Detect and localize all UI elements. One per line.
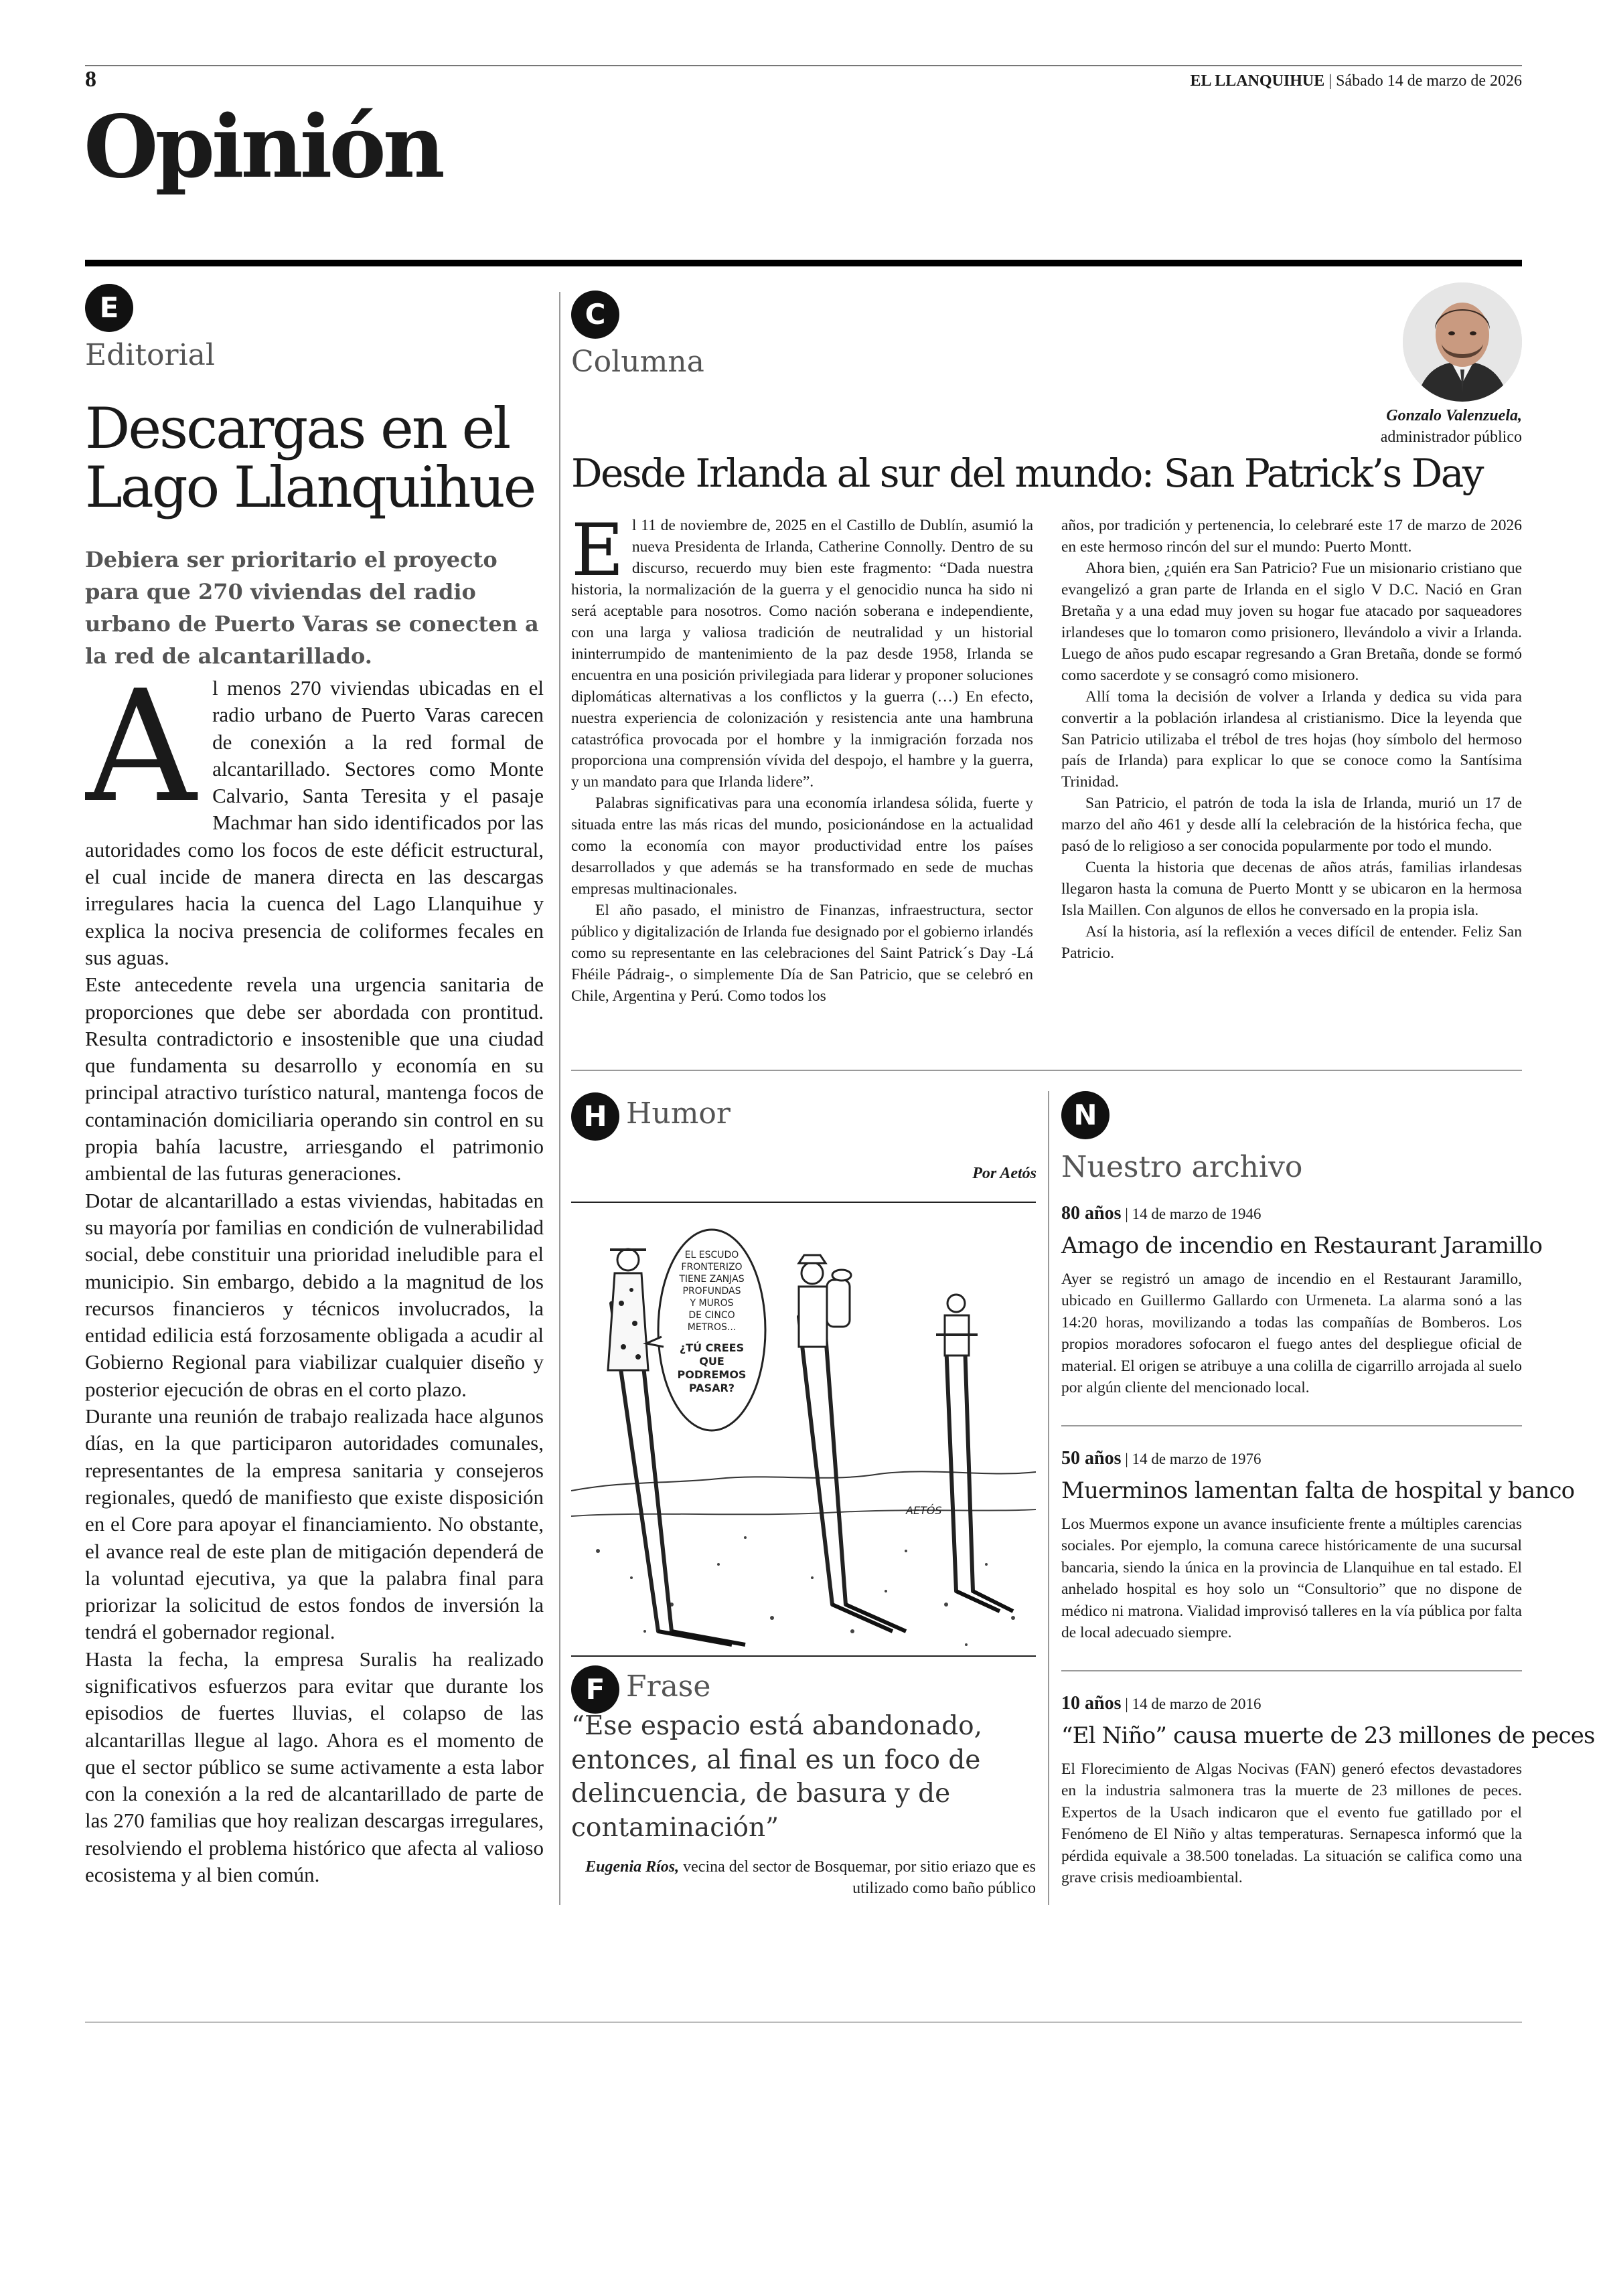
frase-badge: F	[571, 1665, 619, 1714]
archive-date: 14 de marzo de 1976	[1132, 1451, 1261, 1467]
column-paragraph: Ahora bien, ¿quién era San Patricio? Fue un misionario cristiano que evangelizó a gran parte de Irlanda en el siglo V D.C. Nació en Gran Bretaña y a una edad muy joven su hogar fue atacado por saqueadores irlandeses que lo tomaron como prisionero, llevándolo a vivir a Irlanda. Luego de años pudo escapar regresando a Gran Bretaña, donde se formó como sacerdote y se consagró como misionero.	[1061, 559, 1522, 684]
editorial-paragraph: Durante una reunión de trabajo realizada hace algunos días, en la que participaron autoridades comunales, representantes de la empresa sanitaria y consejeros regionales, quedó de manifiesto que existe disposición en el Core para apoyar el financiamiento. No obstante, el avance real de este plan de mitigación dependerá de la voluntad ejecutiva, ya que la palabra final para priorizar la solicitud de estos fondos de inversión la tendrá el gobernador regional.	[85, 1404, 544, 1644]
frase-label: Frase	[626, 1669, 711, 1704]
column-dropcap: E	[571, 515, 624, 592]
column-body-right	[1061, 515, 1522, 1054]
editorial-paragraph: Este antecedente revela una urgencia sanitaria de proporciones que debe ser abordada con prontitud. Resulta contradictorio e insostenible que una ciudad que fundamenta su desarrollo y economía en su principal atractivo turístico natural, mantenga focos de contaminación domiciliaria operando sin control en su propia bahía lacustre, arriesgando el patrimonio ambiental de las futuras generaciones.	[85, 973, 544, 1185]
archive-item: 10 años | 14 de marzo de 2016 “El Niño” causa muerte de 23 millones de peces El Florecimiento de Algas Nocivas (FAN) generó efectos devastadores en la industria salmonera tras la muerte de 23 millones de peces. Expertos de la Usach indicaron que el evento fue gatillado por el Fenómeno de El Niño y altas temperaturas. Sernapesca informó que la pérdida equivale a 38.500 toneladas. La situación se califica como una grave crisis medioambiental.	[1061, 1693, 1522, 1889]
bubble-line: Y MUROS	[690, 1298, 734, 1309]
bubble-question: QUE	[699, 1355, 724, 1368]
editorial-headline-line1: Descargas en el	[85, 396, 510, 461]
archive-headline: Amago de incendio en Restaurant Jaramillo	[1061, 1232, 1543, 1259]
bubble-line: EL ESCUDO	[684, 1250, 739, 1260]
archive-item: 50 años | 14 de marzo de 1976 Muerminos lamentan falta de hospital y banco Los Muermos expone un avance insuficiente frente a múltiples carencias sociales. Por ejemplo, la comuna carece históricamente de una sucursal bancaria, siendo la única en la provincia de Llanquihue en tal estado. El anhelado hospital es hoy solo un “Consultorio” que no dispone de médico ni matrona. Vialidad improvisó talleres en la vía pública por falta de local adecuado siempre.	[1061, 1448, 1522, 1644]
bubble-line: DE CINCO	[688, 1310, 735, 1321]
masthead: EL LLANQUIHUE | Sábado 14 de marzo de 2026	[1190, 72, 1522, 90]
column-label: Columna	[571, 345, 704, 379]
humor-badge: H	[571, 1092, 619, 1141]
author-name: Gonzalo Valenzuela,	[1386, 407, 1522, 424]
archive-label: Nuestro archivo	[1061, 1150, 1303, 1184]
frase-source-desc: vecina del sector de Bosquemar, por sitio eriazo que es utilizado como baño público	[679, 1858, 1036, 1898]
newspaper-name: EL LLANQUIHUE	[1190, 72, 1325, 90]
editorial-lead: Debiera ser prioritario el proyecto para que 270 viviendas del radio urbano de Puerto Varas se conecten a la red de alcantarillado.	[85, 547, 539, 669]
bubble-line: PROFUNDAS	[682, 1286, 741, 1297]
editorial-label: Editorial	[85, 338, 215, 372]
humor-label: Humor	[626, 1096, 731, 1131]
editorial-body	[85, 675, 544, 1906]
editorial-badge: E	[85, 284, 133, 332]
bubble-question: PODREMOS	[677, 1368, 747, 1381]
cartoon-signature: AETÓS	[906, 1504, 942, 1517]
archive-body: El Florecimiento de Algas Nocivas (FAN) generó efectos devastadores en la industria salmonera tras la muerte de 23 millones de peces. Expertos de la Usach indicaron que el evento fue gatillado por el Fenómeno de El Niño y altas temperaturas. Sernapesca informó que la pérdida equivale a 38.500 toneladas. La situación se califica como una grave crisis medioambiental.	[1061, 1760, 1522, 1887]
column-paragraph: Cuenta la historia que decenas de años atrás, familias irlandesas llegaron hasta la comuna de Puerto Montt y se ubicaron en la hermosa Isla Maillen. Con algunos de ellos he conversado en la propia isla.	[1061, 859, 1522, 920]
cartoon	[571, 1202, 1036, 1657]
column-headline: Desde Irlanda al sur del mundo: San Patrick’s Day	[571, 450, 1483, 496]
column-paragraph: Palabras significativas para una economía irlandesa sólida, fuerte y situada entre las más ricas del mundo, posicionándose en la actualidad como la economía con mayor productividad entre los países desarrollados y que además se ha transformado en sede de muchas empresas multinacionales.	[571, 795, 1033, 898]
archive-body: Ayer se registró un amago de incendio en el Restaurant Jaramillo, ubicado en Guillermo Gallardo con Urmeneta. La alarma sonó a las 14:20 horas, movilizando a todas las compañías de Bomberos. Los propios moradores sofocaron el fuego antes del despliegue oficial de material. El origen se atribuye a una colilla de cigarrillo arrojada al suelo por algún cliente del mencionado local.	[1061, 1270, 1522, 1397]
archive-body: Los Muermos expone un avance insuficiente frente a múltiples carencias sociales. Por ejemplo, la comuna carece históricamente de una sucursal bancaria, siendo la única en la provincia de Llanquihue en tal estado. El anhelado hospital es hoy solo un “Consultorio” que no dispone de médico ni matrona. Vialidad improvisó talleres en la vía pública por falta de local adecuado siempre.	[1061, 1515, 1522, 1642]
archive-item: 80 años | 14 de marzo de 1946 Amago de incendio en Restaurant Jaramillo Ayer se registró un amago de incendio en el Restaurant Jaramillo, ubicado en Guillermo Gallardo con Urmeneta. La alarma sonó a las 14:20 horas, movilizando a todas las compañías de Bomberos. Los propios moradores sofocaron el fuego antes del despliegue oficial de material. El origen se atribuye a una colilla de cigarrillo arrojada al suelo por algún cliente del mencionado local.	[1061, 1203, 1522, 1399]
bubble-question: PASAR?	[688, 1382, 735, 1394]
archive-badge: N	[1061, 1091, 1109, 1139]
archive-headline: Muerminos lamentan falta de hospital y banco	[1061, 1477, 1575, 1504]
column-paragraph: l 11 de noviembre de, 2025 en el Castillo de Dublín, asumió la nueva Presidenta de Irlanda, Catherine Connolly. Dentro de su discurso, recuerdo muy bien este fragmento: “Dada nuestra historia, la normalización de la guerra y el genocidio nunca ha sido ni será aceptable para nosotros. Como nación soberana e independiente, con una larga y valiosa tradición de neutralidad y un historial ininterrumpido de mantenimiento de la paz desde 1958, Irlanda se encuentra en una posición privilegiada para liderar y proponer soluciones diplomáticas alternativas a los conflictos y la guerra (…) En efecto, nuestra experiencia de colonización y resistencia ante una hambruna catastrófica provocada por el hombre y la inmigración forzada nos proporciona una comprensión vívida del despojo, el hambre y la guerra, y un mandato para que Irlanda lidere”.	[571, 517, 1033, 791]
bubble-line: FRONTERIZO	[681, 1262, 743, 1273]
frase-quote: “Ese espacio está abandonado, entonces, al final es un foco de delincuencia, de basura y de contaminación”	[571, 1711, 983, 1843]
archive-date: 14 de marzo de 2016	[1132, 1696, 1261, 1712]
publication-date: Sábado 14 de marzo de 2026	[1336, 72, 1522, 90]
column-paragraph: San Patricio, el patrón de toda la isla de Irlanda, murió un 17 de marzo del año 461 y desde allí la celebración de la histórica fecha, que pasó de lo religioso a ser conocida popularmente por todo el mundo.	[1061, 795, 1522, 855]
editorial-headline	[85, 396, 554, 521]
column-paragraph: Allí toma la decisión de volver a Irlanda y dedica su vida para convertir a la población irlandesa al cristianismo. Dice la leyenda que San Patricio utilizaba el trébol de tres hojas (hoy símbolo del hermoso país de Irlanda) para explicar lo que se conoce como la Santísima Trinidad.	[1061, 687, 1522, 791]
humor-credit: Por Aetós	[972, 1165, 1037, 1182]
archive-years: 80 años	[1061, 1203, 1122, 1224]
column-paragraph: El año pasado, el ministro de Finanzas, infraestructura, sector público y digitalización de Irlanda fue designado por el gobierno irlandés como su representante en las celebraciones del Saint Patrick´s Day -Lá Fhéile Pádraig-, o simplemente Día de San Patricio, que se celebró en Chile, Argentina y Perú. Como todos los	[571, 902, 1033, 1005]
column-badge: C	[571, 291, 619, 339]
column-body-left	[571, 515, 1033, 1054]
editorial-headline-line2: Lago Llanquihue	[85, 455, 535, 521]
editorial-paragraph: Hasta la fecha, la empresa Suralis ha realizado significativos esfuerzos para evitar que durante los episodios de fuertes lluvias, el colapso de las alcantarillas llegue al lago. Ahora es el momento de que el sector público se sume activamente a esta labor con la conexión a la red de alcantarillado de parte de las 270 familias que hoy realizan descargas irregulares, resolviendo el problema histórico que afecta al valioso ecosistema y al bien común.	[85, 1647, 544, 1887]
cartoon-illustration-icon	[571, 1203, 1036, 1657]
frase-source	[571, 1856, 1036, 1900]
section-title: Opinión	[84, 97, 442, 197]
archive-headline: “El Niño” causa muerte de 23 millones de peces	[1061, 1722, 1595, 1749]
author-photo	[1403, 282, 1522, 402]
bubble-question: ¿TÚ CREES	[679, 1341, 745, 1354]
column-paragraph: Así la historia, así la reflexión a veces difícil de entender. Feliz San Patricio.	[1061, 923, 1522, 963]
bubble-line: METROS...	[687, 1322, 737, 1333]
editorial-paragraph: Dotar de alcantarillado a estas viviendas, habitadas en su mayoría por familias en condición de vulnerabilidad social, debe constituir una prioridad ineludible para el municipio. Sin embargo, debido a la magnitud de los recursos financieros y técnicos involucrados, la entidad edilicia está forzosamente obligada a acudir al Gobierno Regional para viabilizar cualquier diseño y posterior ejecución de obras en el corto plazo.	[85, 1188, 544, 1401]
author-role: administrador público	[1380, 428, 1522, 446]
author-avatar-icon	[1403, 282, 1522, 402]
editorial-dropcap: A	[85, 675, 197, 837]
archive-years: 50 años	[1061, 1448, 1122, 1469]
archive-date: 14 de marzo de 1946	[1132, 1206, 1261, 1222]
archive-years: 10 años	[1061, 1693, 1122, 1714]
frase-source-name: Eugenia Ríos,	[585, 1858, 680, 1876]
column-paragraph: años, por tradición y pertenencia, lo celebraré este 17 de marzo de 2026 en este hermoso rincón del sur el mundo: Puerto Montt.	[1061, 517, 1522, 556]
bubble-line: TIENE ZANJAS	[679, 1274, 745, 1285]
page-number: 8	[85, 67, 96, 92]
editorial-paragraph: l menos 270 viviendas ubicadas en el radio urbano de Puerto Varas carecen de conexión a la red formal de alcantarillado. Sectores como Monte Calvario, Santa Teresita y el pasaje Machmar han sido identificados por las autoridades como los focos de este déficit estructural, el cual incide de manera directa en las descargas irregulares hacia la cuenca del Lago Llanquihue y explica la nociva presencia de coliformes fecales en sus aguas.	[85, 676, 544, 969]
